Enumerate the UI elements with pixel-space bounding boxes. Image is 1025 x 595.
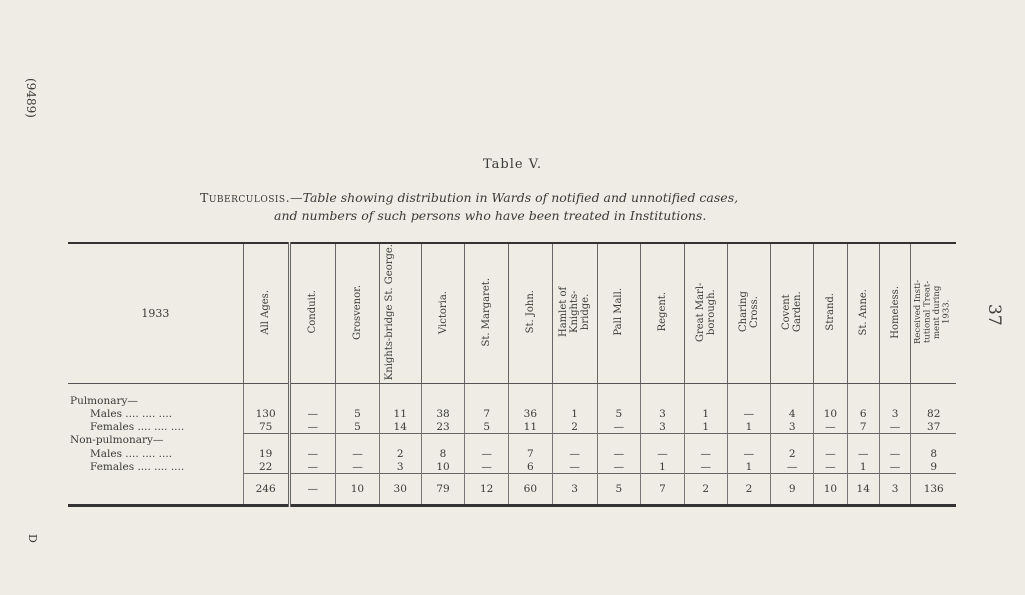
table-cell: 7 [509,447,553,460]
table-cell: 14 [847,474,879,506]
section-label: Pulmonary— [70,394,138,407]
margin-letter: D [26,534,39,543]
table-cell: 2 [379,447,421,460]
table-cell: 10 [421,460,465,474]
table-cell [243,434,289,448]
table-cell: 22 [243,460,289,474]
table-cell [379,384,421,408]
table-cell: 10 [814,474,848,506]
col-header [911,243,956,384]
table-cell: 3 [771,420,814,434]
col-header [814,243,848,384]
table-cell [552,384,597,408]
table-cell [509,434,553,448]
column-header-label: Pall Mall. [613,288,625,336]
table-cell: 2 [771,447,814,460]
table-cell: — [336,460,380,474]
table-cell: 10 [814,407,848,420]
table-cell: 3 [879,474,911,506]
col-header [509,243,553,384]
col-header [465,243,509,384]
table-cell: — [289,447,336,460]
table-cell: 8 [911,447,956,460]
table-row [68,420,956,434]
table-cell [814,434,848,448]
column-header-label: St. John. [524,290,536,334]
table-cell [641,384,685,408]
column-header-label: Hamlet of Knights-bridge. [558,287,592,338]
col-header [289,243,336,384]
column-header-label: Homeless. [889,285,901,339]
table-cell: 1 [641,460,685,474]
table-cell: 2 [727,474,771,506]
table-cell: 79 [421,474,465,506]
table-cell: 9 [771,474,814,506]
table-cell: — [879,420,911,434]
col-header [336,243,380,384]
table-cell: — [336,447,380,460]
header-row [68,243,956,384]
table-cell: 12 [465,474,509,506]
table-cell [727,384,771,408]
table-cell: — [465,447,509,460]
totals-row [68,474,956,506]
table-cell: 5 [597,474,641,506]
column-header-label: Charing Cross. [737,291,760,333]
table-cell [289,434,336,448]
margin-code: (9489) [24,78,38,118]
table-cell [684,384,727,408]
table-cell: — [289,420,336,434]
column-header-label: Victoria. [437,290,449,334]
totals-label [68,474,243,506]
table-cell [336,384,380,408]
col-header [379,243,421,384]
table-cell [336,434,380,448]
row-label: Females .... .... .... [90,460,185,473]
section-row [68,384,956,408]
table-cell: 7 [465,407,509,420]
table-cell [911,384,956,408]
year-header: 1933 [68,243,243,384]
table-cell: — [771,460,814,474]
column-header-label: Received Insti-tutional Treat-ment during 1933. [912,280,952,345]
table-cell [597,384,641,408]
table-cell: 3 [379,460,421,474]
table-cell: 37 [911,420,956,434]
table-cell [727,434,771,448]
table-title: Table V. [483,157,542,172]
table-cell: 136 [911,474,956,506]
table-cell: 3 [641,420,685,434]
table-cell: — [289,460,336,474]
table-cell: 246 [243,474,289,506]
table-cell [911,434,956,448]
table-cell: 130 [243,407,289,420]
table-cell [421,434,465,448]
table-cell [243,384,289,408]
table-cell: 36 [509,407,553,420]
table-cell: — [465,460,509,474]
table-cell: 5 [336,420,380,434]
table-row [68,460,956,474]
table-cell: — [597,447,641,460]
col-header [879,243,911,384]
table-cell [421,384,465,408]
table-cell: — [814,460,848,474]
table-cell: 10 [336,474,380,506]
table-cell: 6 [509,460,553,474]
column-header-label: Covent Garden. [781,291,804,333]
table-cell: 11 [509,420,553,434]
table-cell: — [641,447,685,460]
table-cell: — [597,460,641,474]
table-cell [814,384,848,408]
table-cell: 1 [727,420,771,434]
col-header [597,243,641,384]
column-header-label: Conduit. [307,290,319,334]
table-cell: 1 [552,407,597,420]
page-number: 37 [984,304,1004,326]
table-cell: — [727,407,771,420]
table-cell: 7 [847,420,879,434]
col-header [684,243,727,384]
table-cell [509,384,553,408]
table-cell: 19 [243,447,289,460]
table-cell: 5 [465,420,509,434]
subtitle-line1: —Table showing distribution in Wards of notified and unnotified cases, [290,190,739,205]
column-header-label: St. Margaret. [481,277,493,347]
table-cell [379,434,421,448]
table-cell: — [814,447,848,460]
subtitle-line2: and numbers of such persons who have been treated in Institutions. [274,208,707,223]
table-cell: — [289,407,336,420]
table-cell: — [684,460,727,474]
table-cell [847,384,879,408]
table-cell: 1 [727,460,771,474]
table-cell: — [847,447,879,460]
col-header [552,243,597,384]
table-cell [597,434,641,448]
table-subtitle [200,189,840,225]
column-header-label: Regent. [657,292,668,332]
table-cell: — [552,460,597,474]
table-cell: 23 [421,420,465,434]
table-cell: 3 [879,407,911,420]
table-cell: — [879,460,911,474]
table-cell: — [879,447,911,460]
table-row [68,447,956,460]
table-cell [641,434,685,448]
column-header-label: All Ages. [260,289,272,335]
table-cell [847,434,879,448]
table-cell: 8 [421,447,465,460]
table-cell: — [684,447,727,460]
table-cell: 2 [552,420,597,434]
table-cell [771,434,814,448]
table-cell: 7 [641,474,685,506]
row-label: Males .... .... .... [90,447,173,460]
table-cell: 6 [847,407,879,420]
table-cell: 60 [509,474,553,506]
table-cell: 9 [911,460,956,474]
column-header-label: Knights-bridge St. George. [383,244,395,381]
table-cell: — [597,420,641,434]
table-cell: 82 [911,407,956,420]
row-label: Males .... .... .... [90,407,173,420]
table-row [68,407,956,420]
table-cell: 1 [847,460,879,474]
section-row [68,434,956,448]
table-cell: 11 [379,407,421,420]
table-cell [771,384,814,408]
table-cell: 3 [552,474,597,506]
col-header [771,243,814,384]
table-cell [879,434,911,448]
column-header-label: Great Marl-borough. [694,282,717,342]
table-cell: 14 [379,420,421,434]
column-header-label: St. Anne. [857,288,869,336]
col-header [421,243,465,384]
table-cell: 1 [684,407,727,420]
table-cell: — [289,474,336,506]
column-header-label: Grosvenor. [351,284,363,340]
tuberculosis-table [68,242,956,507]
table-cell [465,384,509,408]
table-cell [684,434,727,448]
table-cell: 3 [641,407,685,420]
row-label: Females .... .... .... [90,420,185,433]
table-cell: 2 [684,474,727,506]
subtitle-lead: Tuberculosis. [200,190,291,205]
table-cell: 30 [379,474,421,506]
table-cell: — [727,447,771,460]
table-cell: 1 [684,420,727,434]
table-cell: 5 [336,407,380,420]
column-header-label: Strand. [824,293,836,331]
table-cell: — [814,420,848,434]
col-header [243,243,289,384]
table-cell: 38 [421,407,465,420]
table-cell [879,384,911,408]
table-cell [552,434,597,448]
table-cell [289,384,336,408]
col-header [847,243,879,384]
table-cell: 4 [771,407,814,420]
col-header [641,243,685,384]
table-cell: 5 [597,407,641,420]
table-cell [465,434,509,448]
table-cell: 75 [243,420,289,434]
table-cell: — [552,447,597,460]
col-header [727,243,771,384]
section-label: Non-pulmonary— [70,434,164,447]
